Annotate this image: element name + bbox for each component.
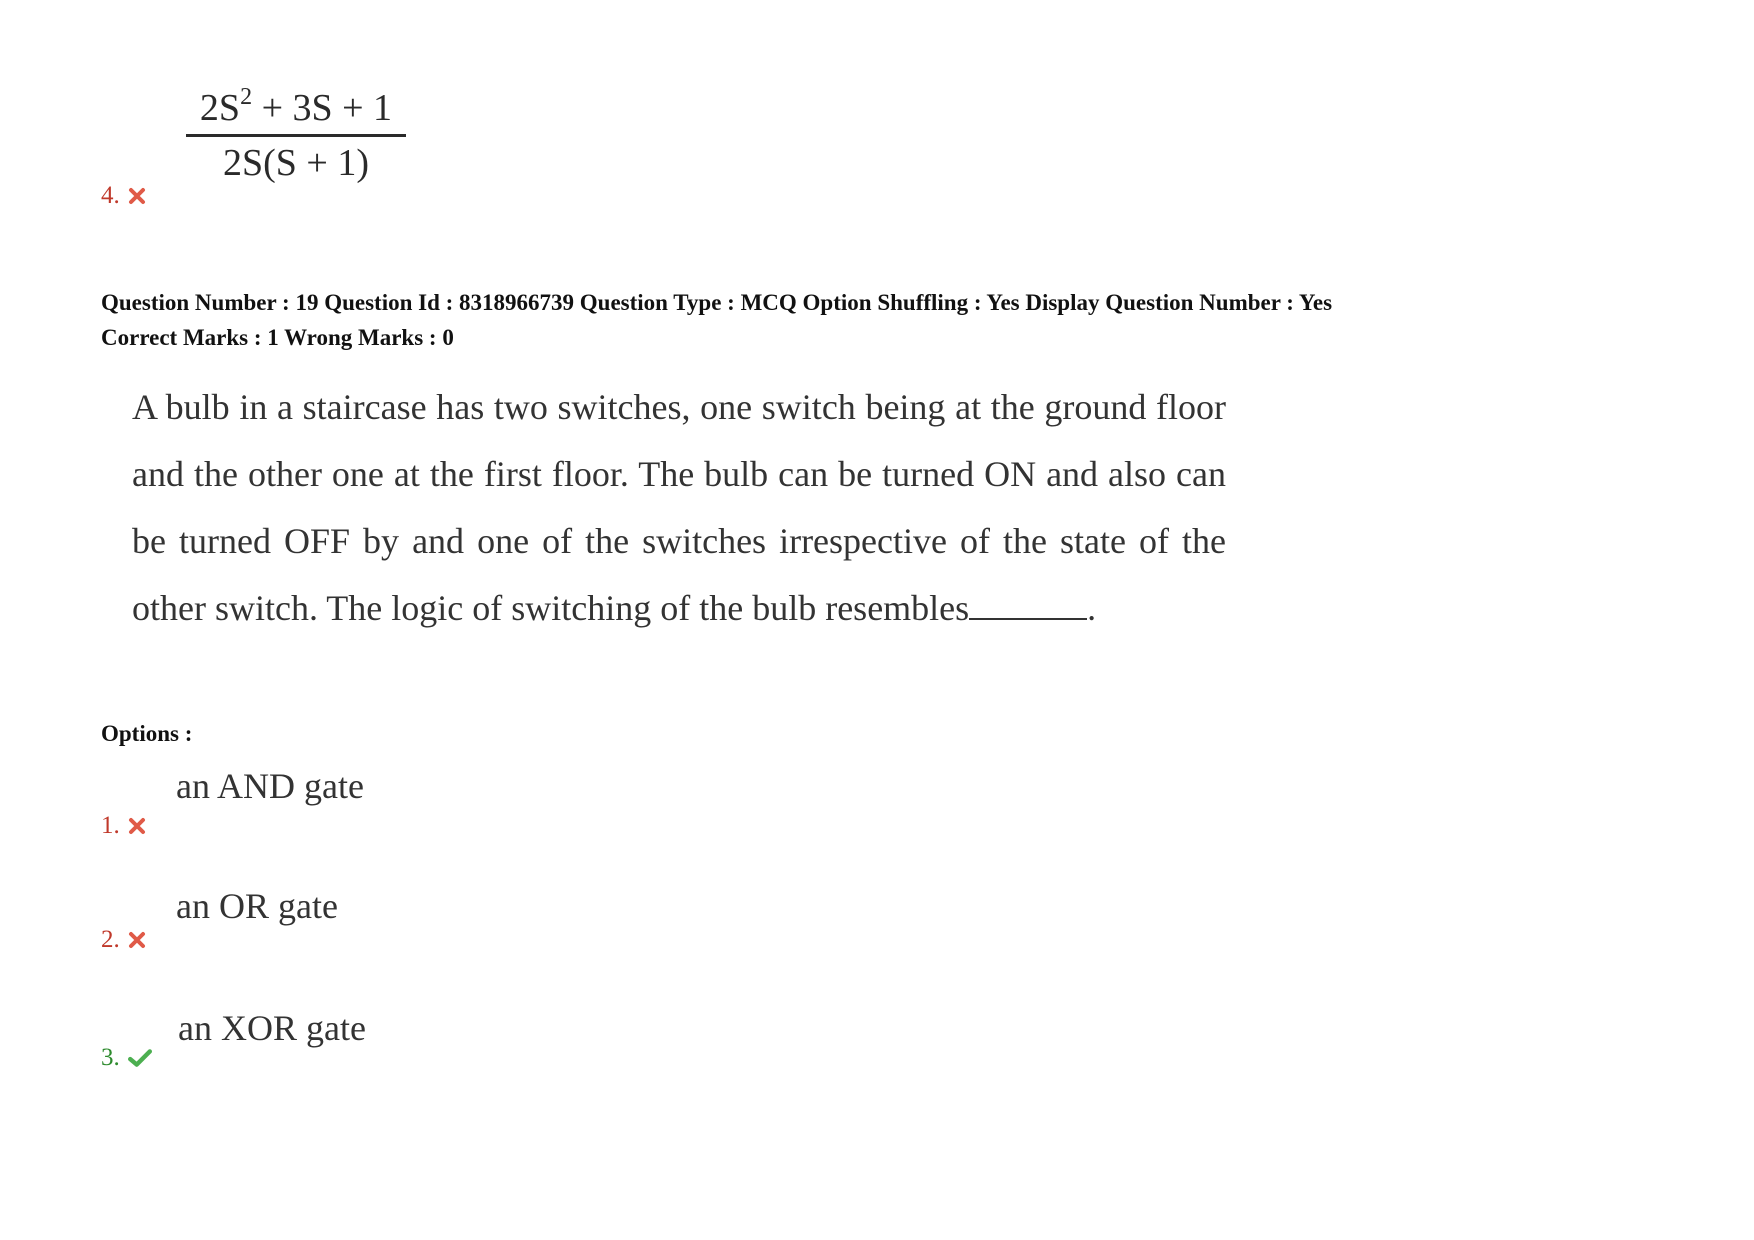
cross-icon — [128, 931, 146, 949]
option-number: 4. — [101, 182, 120, 209]
question-meta-line1: Question Number : 19 Question Id : 8318966739 Question Type : MCQ Option Shuffling : Yes Display Question Number : Yes — [101, 290, 1333, 315]
cross-icon — [128, 817, 146, 835]
option-number: 1. — [101, 812, 120, 839]
fraction-numerator: $2S^2 + 3S + 1$ — [199, 84, 393, 129]
option-2-text: an OR gate — [176, 886, 338, 926]
check-icon — [128, 1048, 152, 1068]
question-meta-line2: Correct Marks : 1 Wrong Marks : 0 — [101, 325, 454, 350]
fraction-denominator: 2S(S + 1) — [222, 142, 369, 184]
option-number: 2. — [101, 926, 120, 953]
option-number: 3. — [101, 1044, 120, 1071]
option-4-label — [101, 182, 146, 210]
options-heading: Options : — [101, 721, 193, 746]
option-2-label — [101, 926, 146, 954]
option-1-label — [101, 812, 146, 840]
question-body: A bulb in a staircase has two switches, one switch being at the ground floor and the other one at the first floor. The bulb can be turned ON and also can be turned OFF by and one of the switches irrespective of the state of the other switch. The logic of switching of the bulb resembles — [132, 387, 1226, 628]
option-3-label — [101, 1044, 152, 1072]
question-end: . — [1087, 588, 1097, 628]
answer-blank — [969, 588, 1087, 620]
option-4-fraction — [186, 86, 406, 187]
option-1-text: an AND gate — [176, 766, 364, 806]
cross-icon — [128, 187, 146, 205]
question-text — [132, 374, 1226, 642]
option-3-text: an XOR gate — [178, 1008, 366, 1048]
